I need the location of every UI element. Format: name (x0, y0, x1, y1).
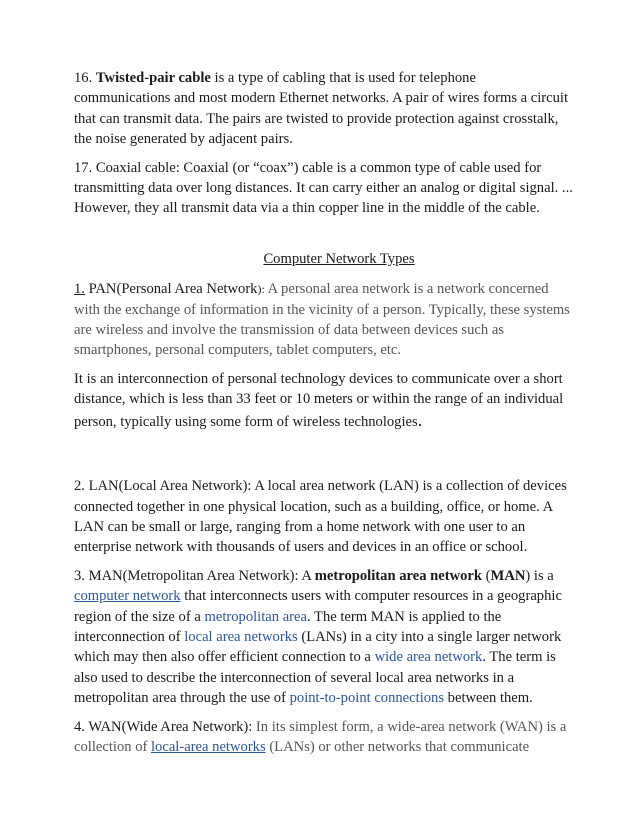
paragraph-lan (74, 476, 574, 558)
item-number: 16. (74, 70, 96, 86)
paragraph-coaxial (74, 158, 574, 219)
paragraph-text: In its simplest form, a wide-area network (WAN) is a collection of (74, 718, 567, 755)
link-computer-network[interactable]: computer network (74, 588, 181, 605)
link-local-area-networks[interactable]: local area networks (184, 628, 298, 645)
paragraph-text: A personal area network is a network concerned with the exchange of information in the vicinity of a person. Typically, these systems are wireless and involve the transmission of data between devices such as smartphones, personal computers, tablet computers, etc. (74, 281, 570, 359)
term-pan: PAN(Personal Area Network (84, 281, 258, 298)
document-page (74, 68, 574, 765)
paragraph-end-dot: . (417, 409, 423, 430)
item-number: 2. (74, 478, 89, 495)
item-number: 1. (74, 281, 85, 298)
link-local-area-networks-2[interactable]: local-area networks (151, 738, 266, 755)
paragraph-text: It is an interconnection of personal technology devices to communicate over a short distance, which is less than 33 feet or 10 meters or within the range of an individual person, typically using some form of wireless technologies (74, 370, 564, 430)
paragraph-text: A (298, 567, 315, 584)
paragraph-wan (74, 717, 574, 758)
item-number: 3. (74, 567, 89, 584)
paragraph-text: ( (482, 567, 491, 584)
term-wan: WAN(Wide Area Network): (88, 718, 253, 735)
paragraph-text: Coaxial (or “coax”) cable is a common type of cable used for transmitting data over long distances. It can carry either an analog or digital signal. ... However, they all transmit data via a thin copper line in the middle of the cable. (74, 159, 573, 217)
paragraph-text: . The term is also used to describe the interconnection of several local area networks in a metropolitan area through the use of (74, 649, 556, 707)
paragraph-text: that interconnects users with computer resources in a geographic region of the size of a (74, 588, 562, 625)
term-twisted-pair: Twisted-pair cable (95, 70, 211, 86)
heading-text: Computer Network Types (263, 250, 415, 267)
paragraph-text: (LANs) in a city into a single larger network which may then also offer efficient connection to a (74, 628, 562, 666)
bold-metropolitan-area-network: metropolitan area network (314, 567, 483, 584)
paragraph-pan-2 (74, 369, 574, 432)
link-metropolitan-area[interactable]: metropolitan area (204, 608, 307, 625)
paragraph-text: ) is a (525, 567, 554, 584)
term-lan: LAN(Local Area Network): (88, 478, 252, 495)
paragraph-text: is a type of cabling that is used for telephone communications and most modern Ethernet networks. A pair of wires forms a circuit that can transmit data. The pairs are twisted to provide protection against crosstalk, the noise generated by adjacent pairs. (74, 70, 569, 148)
paragraph-text: A local area network (LAN) is a collection of devices connected together in one physical location, such as a building, office, or home. A LAN can be small or large, ranging from a home network with one user to an enterprise network with thousands of users and devices in an office or school. (74, 478, 567, 556)
item-number: 4. (74, 718, 89, 735)
paragraph-text: . The term MAN is applied to the interconnection of (74, 608, 502, 645)
bold-man: MAN (490, 567, 526, 584)
term-man: MAN(Metropolitan Area Network): (88, 567, 299, 584)
paragraph-man (74, 566, 574, 709)
link-wide-area-network[interactable]: wide area network (374, 649, 483, 666)
paragraph-text: (LANs) or other networks that communicate (265, 738, 530, 755)
item-number: 17. (74, 159, 96, 176)
term-coaxial: Coaxial cable: (95, 159, 180, 176)
term-pan-close: ): (257, 282, 265, 297)
section-heading (74, 249, 574, 269)
paragraph-twisted-pair (74, 68, 574, 150)
paragraph-pan (74, 279, 574, 361)
link-point-to-point-connections[interactable]: point-to-point connections (289, 690, 445, 707)
paragraph-text: between them. (444, 690, 533, 707)
